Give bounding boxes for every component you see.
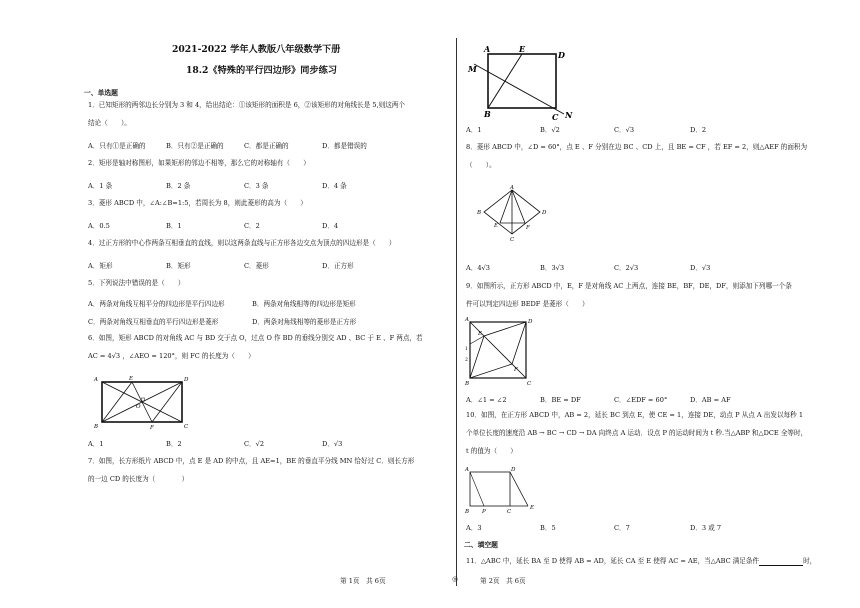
q5-option-a: A．两条对角线互相平分的四边形是平行四边形 [88,300,225,308]
q2-option-d: D．4 条 [322,182,347,190]
q6-label-b: B [94,424,99,430]
q9-option-c: C．∠EDF = 60° [614,396,668,404]
q6-line-be [102,382,132,422]
q8-label-e: E [494,223,499,229]
q7-label-b: B [484,109,491,119]
q11-text-b: 时， [803,557,817,565]
q10-segment-de [510,472,528,506]
q4-line1: 4．过正方形的中心作两条互相垂直的直线，则以这两条直线与正方形各边交点为顶点的四边形是（ ） [88,239,396,247]
title-line-2: 18.2《特殊的平行四边形》同步练习 [186,65,338,76]
q9-option-b: B．BE = DF [540,396,581,404]
q5-option-d: D．两条对角线相等的菱形是正方形 [252,318,357,326]
q9-label-2: 2 [465,358,468,363]
q6-label-c: C [184,424,189,430]
section-fill-blank: 二、填空题 [464,541,498,549]
title-line-1: 2021-2022 学年人教版八年级数学下册 [172,44,341,55]
q6-line2: AC = 4√3 ，∠AEO = 120°，则 FC 的长度为（ ） [88,352,255,360]
q10-option-c: C．7 [614,524,630,532]
q9-label-c: C [527,381,532,387]
q7-label-e: E [519,44,526,54]
q8-line1: 8．菱形 ABCD 中，∠D = 60°，点 E 、F 分别在边 BC 、CD 上，且 BE = CF ，若 EF = 2，则△AEF 的面积为 [466,143,808,151]
q4-option-b: B．矩形 [166,262,191,270]
q10-line2: 个单位长度的速度沿 AB → BC → CD → DA 向终点 A 运动．设点 P 的运动时间为 t 秒.当△ABP 和△DCE 全等时， [466,429,808,437]
q10-label-c: C [507,509,512,515]
q1-option-b: B．只有②是正确的 [166,142,224,150]
q6-option-b: B．2 [166,440,182,448]
q9-label-d: D [528,319,533,325]
q6-option-c: C．√2 [244,440,265,448]
q6-label-f: F [150,425,154,431]
q3-option-c: C．2 [244,222,260,230]
q10-square [470,472,510,506]
q6-line-fd [152,382,182,422]
q9-label-f: F [514,367,518,373]
q9-option-a: A．∠1 = ∠2 [466,396,507,404]
q2-option-b: B．2 条 [166,182,191,190]
q10-line1: 10．如图，在正方形 ABCD 中，AB = 2，延长 BC 到点 E，使 CE = 1，连接 DE，动点 P 从点 A 出发以每秒 1 [466,411,804,419]
q8-label-b: B [477,210,482,216]
q8-label-f: F [526,225,530,231]
q10-option-a: A．3 [466,524,482,532]
q9-label-1: 1 [465,347,468,352]
q1-line1: 1．已知矩形的两邻边长分别为 3 和 4，给出结论：①该矩形的面积是 6，②该矩形的对角线长是 5,则这两个 [88,101,406,109]
q11-answer-blank[interactable] [759,558,803,566]
q6-label-a: A [94,377,98,383]
q6-line1: 6．如图，矩形 ABCD 的对角线 AC 与 BD 交于点 O，过点 O 作 BD 的垂线分别交 AD 、BC 于 E 、F 两点，若 [88,334,423,342]
q6-label-e: E [129,376,134,382]
q10-option-d: D．3 或 7 [690,524,722,532]
q8-option-d: D．√3 [690,264,711,272]
q5-line1: 5．下列说法中错误的是（ ） [88,279,185,287]
q10-segment-ap [470,472,484,506]
q11-line1 [466,557,816,566]
footer-center-mark: ◎ [452,575,458,583]
q8-option-c: C．2√3 [614,264,639,272]
q10-label-e: E [530,505,535,511]
q7-figure [468,44,578,122]
q6-line-ef [132,382,152,422]
q7-label-c: C [552,112,559,122]
q1-line2: 结论（ ）。 [88,119,131,127]
q6-option-d: D．√3 [322,440,343,448]
q6-option-a: A．1 [88,440,104,448]
q9-figure [464,314,536,386]
q9-label-b: B [465,381,470,387]
q2-line1: 2．矩形是轴对称图形，如果矩形的邻边不相等，那么它的对称轴有（ ） [88,159,310,167]
q8-label-c: C [510,237,515,243]
q10-label-d: D [511,467,516,473]
footer-left-page-number: 第 1页 共 6页 [340,577,386,585]
q9-label-a: A [465,317,469,323]
q7-line1: 7．如图，长方形纸片 ABCD 中，点 E 是 AD 的中点，且 AE=1，BE 的垂直平分线 MN 恰好过 C．则长方形 [88,457,415,465]
q8-option-b: B．3√3 [540,264,565,272]
q3-line1: 3．菱形 ABCD 中，∠A:∠B=1:5，若周长为 8，则此菱形的高为（ ） [88,199,307,207]
q5-option-c: C．两条对角线互相垂直的平行四边形是菱形 [88,318,219,326]
q4-option-d: D．正方形 [322,262,354,270]
q9-line2: 件可以判定四边形 BEDF 是菱形（ ） [466,300,589,308]
q10-label-p: P [482,509,486,515]
q10-option-b: B．5 [540,524,556,532]
q3-option-a: A．0.5 [88,222,110,230]
q7-option-c: C．√3 [614,126,635,134]
q1-option-c: C．都是正确的 [244,142,289,150]
q7-line2: 的一边 CD 的长度为（ ） [88,475,189,483]
q3-option-b: B．1 [166,222,182,230]
section-single-choice: 一、单选题 [84,89,118,97]
q6-label-d: D [184,377,189,383]
q7-label-a: A [484,44,491,54]
q7-option-b: B．√2 [540,126,560,134]
q7-option-d: D．2 [690,126,707,134]
q10-label-b: B [465,509,470,515]
q7-label-m: M [468,64,477,74]
q7-label-n: N [565,110,573,120]
footer-right-page-number: 第 2页 共 6页 [480,577,526,585]
q10-figure [464,466,540,516]
q8-option-a: A．4√3 [466,264,490,272]
q1-option-a: A．只有①是正确的 [88,142,146,150]
q10-label-a: A [465,467,469,473]
q6-label-o: O [136,404,141,410]
q4-option-c: C．菱形 [244,262,269,270]
q5-option-b: B．两条对角线相等的四边形是矩形 [252,300,356,308]
q11-text-a: 11．△ABC 中，延长 BA 至 D 使得 AB = AD，延长 CA 至 E 使得 AC = AE，当△ABC 满足条件 [466,557,760,565]
q9-option-d: D．AB = AF [690,396,731,404]
column-divider [456,38,457,586]
q8-figure [470,186,546,246]
q1-option-d: D．都是错误的 [322,142,367,150]
q10-line3: t 的值为（ ） [466,447,517,455]
q8-label-d: D [542,210,547,216]
q2-option-c: C．3 条 [244,182,269,190]
q9-line1: 9．如图所示，正方形 ABCD 中，E，F 是对角线 AC 上两点，连接 BE，BF，DE，DF，则添加下列哪一个条 [466,282,792,290]
q8-label-a: A [510,185,514,191]
q6-figure [94,372,190,432]
q9-label-e: E [478,331,483,337]
q8-line2: （ ）。 [466,161,496,169]
q7-label-d: D [558,50,565,60]
q7-rectangle [488,54,556,108]
q4-option-a: A．矩形 [88,262,113,270]
q7-option-a: A．1 [466,126,482,134]
q3-option-d: D．4 [322,222,339,230]
q2-option-a: A．1 条 [88,182,113,190]
